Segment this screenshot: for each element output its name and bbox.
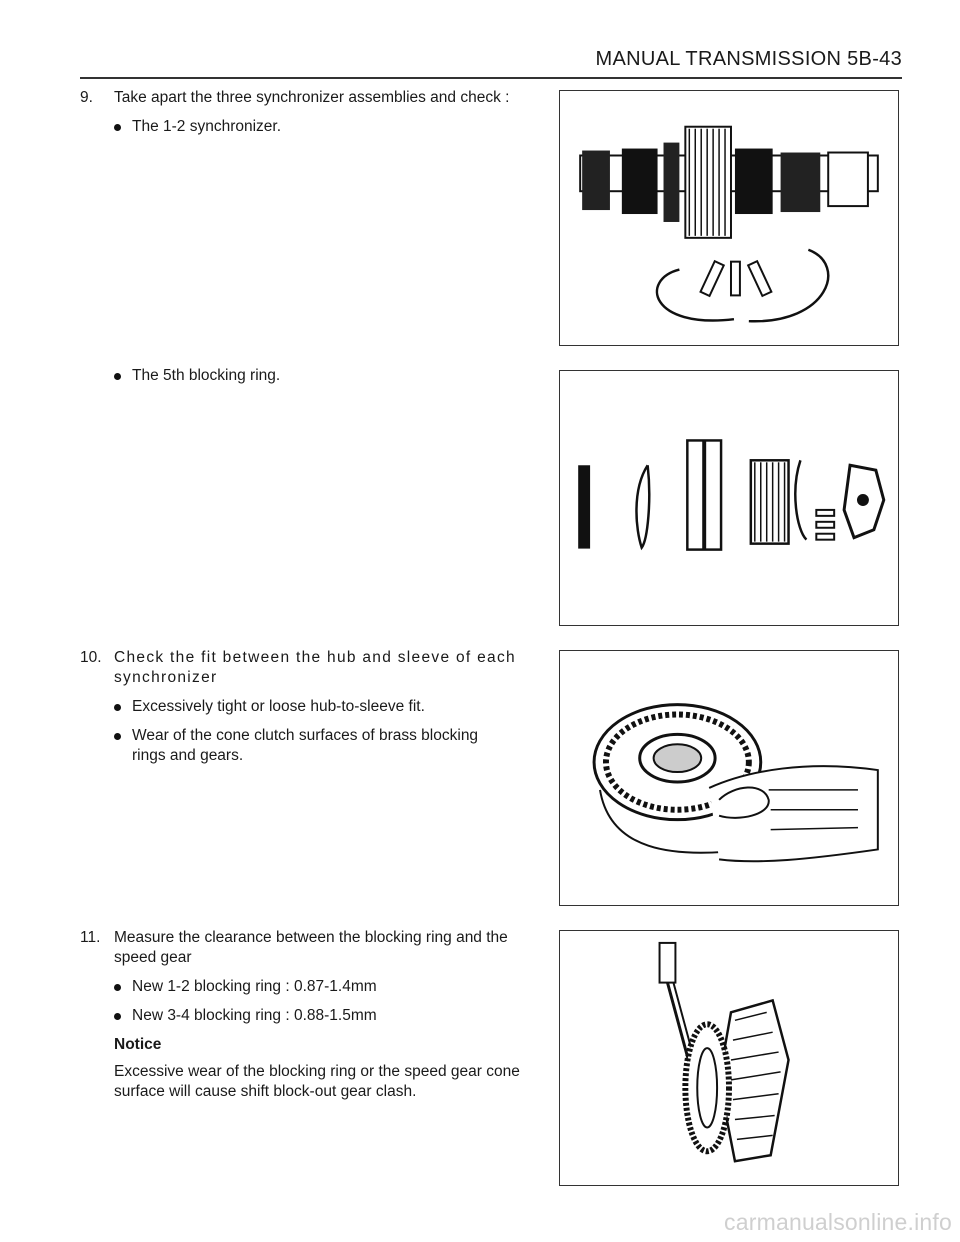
bullet-text: Wear of the cone clutch surfaces of brass blocking rings and gears. [132,727,479,764]
bullet-text: New 3-4 blocking ring : 0.88-1.5mm [132,1007,377,1024]
notice-text: Excessive wear of the blocking ring or the speed gear cone surface will cause shift block-out gear clash. [114,1063,520,1100]
bullet-dot-icon [114,1013,121,1020]
step-9-number: 9. [80,89,93,106]
synchronizer-assembly-icon [560,91,898,345]
step-11-bullet-1 [114,977,522,997]
figure-synchronizer-assembly [559,90,899,346]
figure-blocking-ring-exploded [559,370,899,626]
step-10-bullet-2 [114,726,522,766]
step-9-text: Take apart the three synchronizer assemblies and check : [114,89,510,106]
step-9-bullet-2 [114,366,522,386]
figure-hub-sleeve-fit [559,650,899,906]
bullet-text: The 1-2 synchronizer. [132,118,282,135]
figure-blocking-ring-clearance [559,930,899,1186]
watermark: carmanualsonline.info [724,1209,952,1235]
step-9 [80,88,522,137]
bullet-dot-icon [114,704,121,711]
blocking-ring-exploded-icon [560,371,898,625]
page-header: MANUAL TRANSMISSION 5B-43 [595,48,902,70]
bullet-text: Excessively tight or loose hub-to-sleeve fit. [132,698,425,715]
step-10-text: Check the fit between the hub and sleeve of each synchronizer [114,649,516,686]
bullet-dot-icon [114,124,121,131]
step-11 [80,928,522,1102]
step-9-bullet-1 [114,117,522,137]
bullet-dot-icon [114,984,121,991]
bullet-text: The 5th blocking ring. [132,367,281,384]
step-9-second-bullet [80,366,522,386]
step-10-number: 10. [80,649,102,666]
header-rule [80,77,902,79]
step-10-bullet-1 [114,697,522,717]
notice-title: Notice [114,1036,162,1053]
step-11-bullet-2 [114,1006,522,1026]
bullet-text: New 1-2 blocking ring : 0.87-1.4mm [132,978,377,995]
bullet-dot-icon [114,733,121,740]
blocking-ring-clearance-icon [560,931,898,1185]
step-11-text: Measure the clearance between the blocking ring and the speed gear [114,929,508,966]
bullet-dot-icon [114,373,121,380]
step-11-number: 11. [80,929,101,946]
hub-sleeve-fit-icon [560,651,898,905]
step-10 [80,648,522,766]
